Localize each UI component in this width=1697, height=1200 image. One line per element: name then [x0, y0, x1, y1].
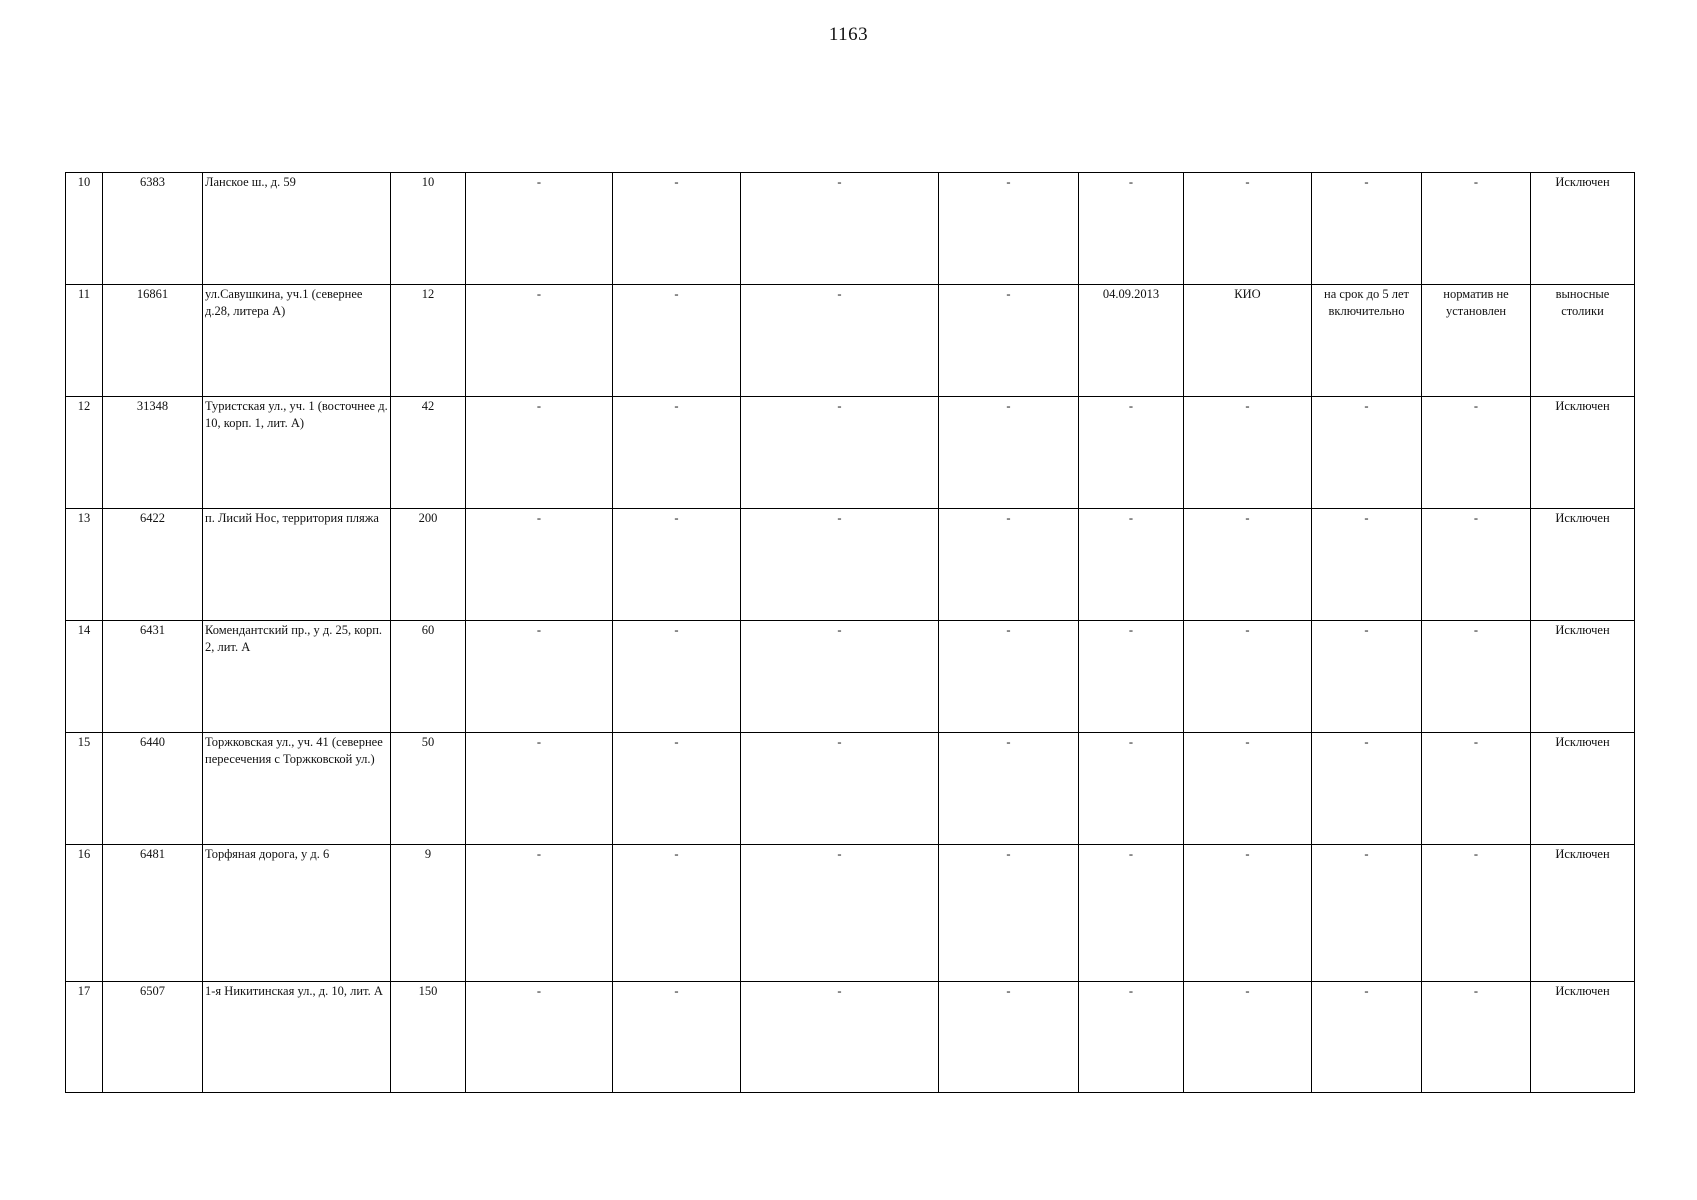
- cell-date: -: [1079, 509, 1184, 621]
- cell-col5: -: [466, 285, 613, 397]
- cell-norm: -: [1422, 733, 1531, 845]
- table-row: [66, 285, 1635, 397]
- cell-term: -: [1312, 982, 1422, 1093]
- cell-org: -: [1184, 733, 1312, 845]
- cell-col7: -: [741, 397, 939, 509]
- cell-date: -: [1079, 173, 1184, 285]
- cell-status: Исключен: [1531, 982, 1635, 1093]
- cell-col7: -: [741, 845, 939, 982]
- cell-col6: -: [613, 845, 741, 982]
- cell-org: -: [1184, 397, 1312, 509]
- registry-table: [65, 172, 1635, 1093]
- cell-col8: -: [939, 285, 1079, 397]
- cell-col8: -: [939, 509, 1079, 621]
- table-row: [66, 845, 1635, 982]
- cell-col7: -: [741, 509, 939, 621]
- cell-col8: -: [939, 845, 1079, 982]
- cell-status: Исключен: [1531, 621, 1635, 733]
- table-row: [66, 173, 1635, 285]
- cell-id: 6481: [103, 845, 203, 982]
- cell-id: 31348: [103, 397, 203, 509]
- cell-col8: -: [939, 173, 1079, 285]
- cell-term: -: [1312, 733, 1422, 845]
- cell-status: выносные столики: [1531, 285, 1635, 397]
- cell-address: п. Лисий Нос, территория пляжа: [203, 509, 391, 621]
- cell-col7: -: [741, 173, 939, 285]
- cell-status: Исключен: [1531, 845, 1635, 982]
- table-row: [66, 982, 1635, 1093]
- cell-org: -: [1184, 845, 1312, 982]
- cell-number: 16: [66, 845, 103, 982]
- cell-date: -: [1079, 845, 1184, 982]
- cell-id: 6383: [103, 173, 203, 285]
- cell-address: Торжковская ул., уч. 41 (севернее пересечения с Торжковской ул.): [203, 733, 391, 845]
- cell-date: -: [1079, 397, 1184, 509]
- cell-col5: -: [466, 397, 613, 509]
- cell-col5: -: [466, 621, 613, 733]
- cell-date: -: [1079, 621, 1184, 733]
- cell-id: 6431: [103, 621, 203, 733]
- cell-term: -: [1312, 173, 1422, 285]
- cell-col5: -: [466, 982, 613, 1093]
- table-body: [66, 173, 1635, 1093]
- cell-norm: -: [1422, 621, 1531, 733]
- cell-date: -: [1079, 733, 1184, 845]
- cell-col6: -: [613, 285, 741, 397]
- cell-col6: -: [613, 397, 741, 509]
- table-row: [66, 509, 1635, 621]
- cell-org: -: [1184, 982, 1312, 1093]
- cell-term: на срок до 5 лет включительно: [1312, 285, 1422, 397]
- cell-number: 14: [66, 621, 103, 733]
- cell-col5: -: [466, 733, 613, 845]
- cell-norm: -: [1422, 982, 1531, 1093]
- cell-date: 04.09.2013: [1079, 285, 1184, 397]
- cell-address: ул.Савушкина, уч.1 (севернее д.28, литера А): [203, 285, 391, 397]
- cell-term: -: [1312, 621, 1422, 733]
- cell-col6: -: [613, 733, 741, 845]
- cell-org: КИО: [1184, 285, 1312, 397]
- cell-date: -: [1079, 982, 1184, 1093]
- cell-area: 60: [391, 621, 466, 733]
- cell-col6: -: [613, 621, 741, 733]
- cell-norm: -: [1422, 845, 1531, 982]
- cell-area: 50: [391, 733, 466, 845]
- cell-col8: -: [939, 982, 1079, 1093]
- cell-norm: -: [1422, 173, 1531, 285]
- cell-col5: -: [466, 509, 613, 621]
- cell-norm: -: [1422, 397, 1531, 509]
- cell-col5: -: [466, 173, 613, 285]
- cell-col6: -: [613, 173, 741, 285]
- cell-col7: -: [741, 621, 939, 733]
- table-row: [66, 621, 1635, 733]
- cell-org: -: [1184, 621, 1312, 733]
- cell-status: Исключен: [1531, 173, 1635, 285]
- cell-id: 6422: [103, 509, 203, 621]
- cell-col5: -: [466, 845, 613, 982]
- cell-col6: -: [613, 509, 741, 621]
- cell-area: 9: [391, 845, 466, 982]
- cell-term: -: [1312, 845, 1422, 982]
- cell-term: -: [1312, 397, 1422, 509]
- cell-col6: -: [613, 982, 741, 1093]
- cell-col7: -: [741, 733, 939, 845]
- cell-area: 200: [391, 509, 466, 621]
- cell-col7: -: [741, 982, 939, 1093]
- cell-id: 6440: [103, 733, 203, 845]
- cell-status: Исключен: [1531, 733, 1635, 845]
- cell-id: 16861: [103, 285, 203, 397]
- cell-number: 15: [66, 733, 103, 845]
- cell-area: 12: [391, 285, 466, 397]
- cell-area: 150: [391, 982, 466, 1093]
- cell-number: 17: [66, 982, 103, 1093]
- cell-col7: -: [741, 285, 939, 397]
- cell-norm: -: [1422, 509, 1531, 621]
- cell-address: Туристская ул., уч. 1 (восточнее д. 10, корп. 1, лит. А): [203, 397, 391, 509]
- cell-col8: -: [939, 397, 1079, 509]
- cell-org: -: [1184, 173, 1312, 285]
- cell-norm: норматив не установлен: [1422, 285, 1531, 397]
- cell-address: Торфяная дорога, у д. 6: [203, 845, 391, 982]
- cell-term: -: [1312, 509, 1422, 621]
- cell-status: Исключен: [1531, 509, 1635, 621]
- cell-address: 1-я Никитинская ул., д. 10, лит. А: [203, 982, 391, 1093]
- cell-number: 12: [66, 397, 103, 509]
- cell-col8: -: [939, 621, 1079, 733]
- table-row: [66, 733, 1635, 845]
- cell-address: Комендантский пр., у д. 25, корп. 2, лит. А: [203, 621, 391, 733]
- cell-number: 10: [66, 173, 103, 285]
- cell-id: 6507: [103, 982, 203, 1093]
- cell-col8: -: [939, 733, 1079, 845]
- cell-area: 42: [391, 397, 466, 509]
- cell-status: Исключен: [1531, 397, 1635, 509]
- cell-number: 13: [66, 509, 103, 621]
- cell-org: -: [1184, 509, 1312, 621]
- cell-number: 11: [66, 285, 103, 397]
- table-row: [66, 397, 1635, 509]
- cell-area: 10: [391, 173, 466, 285]
- page-number: 1163: [828, 24, 869, 45]
- cell-address: Ланское ш., д. 59: [203, 173, 391, 285]
